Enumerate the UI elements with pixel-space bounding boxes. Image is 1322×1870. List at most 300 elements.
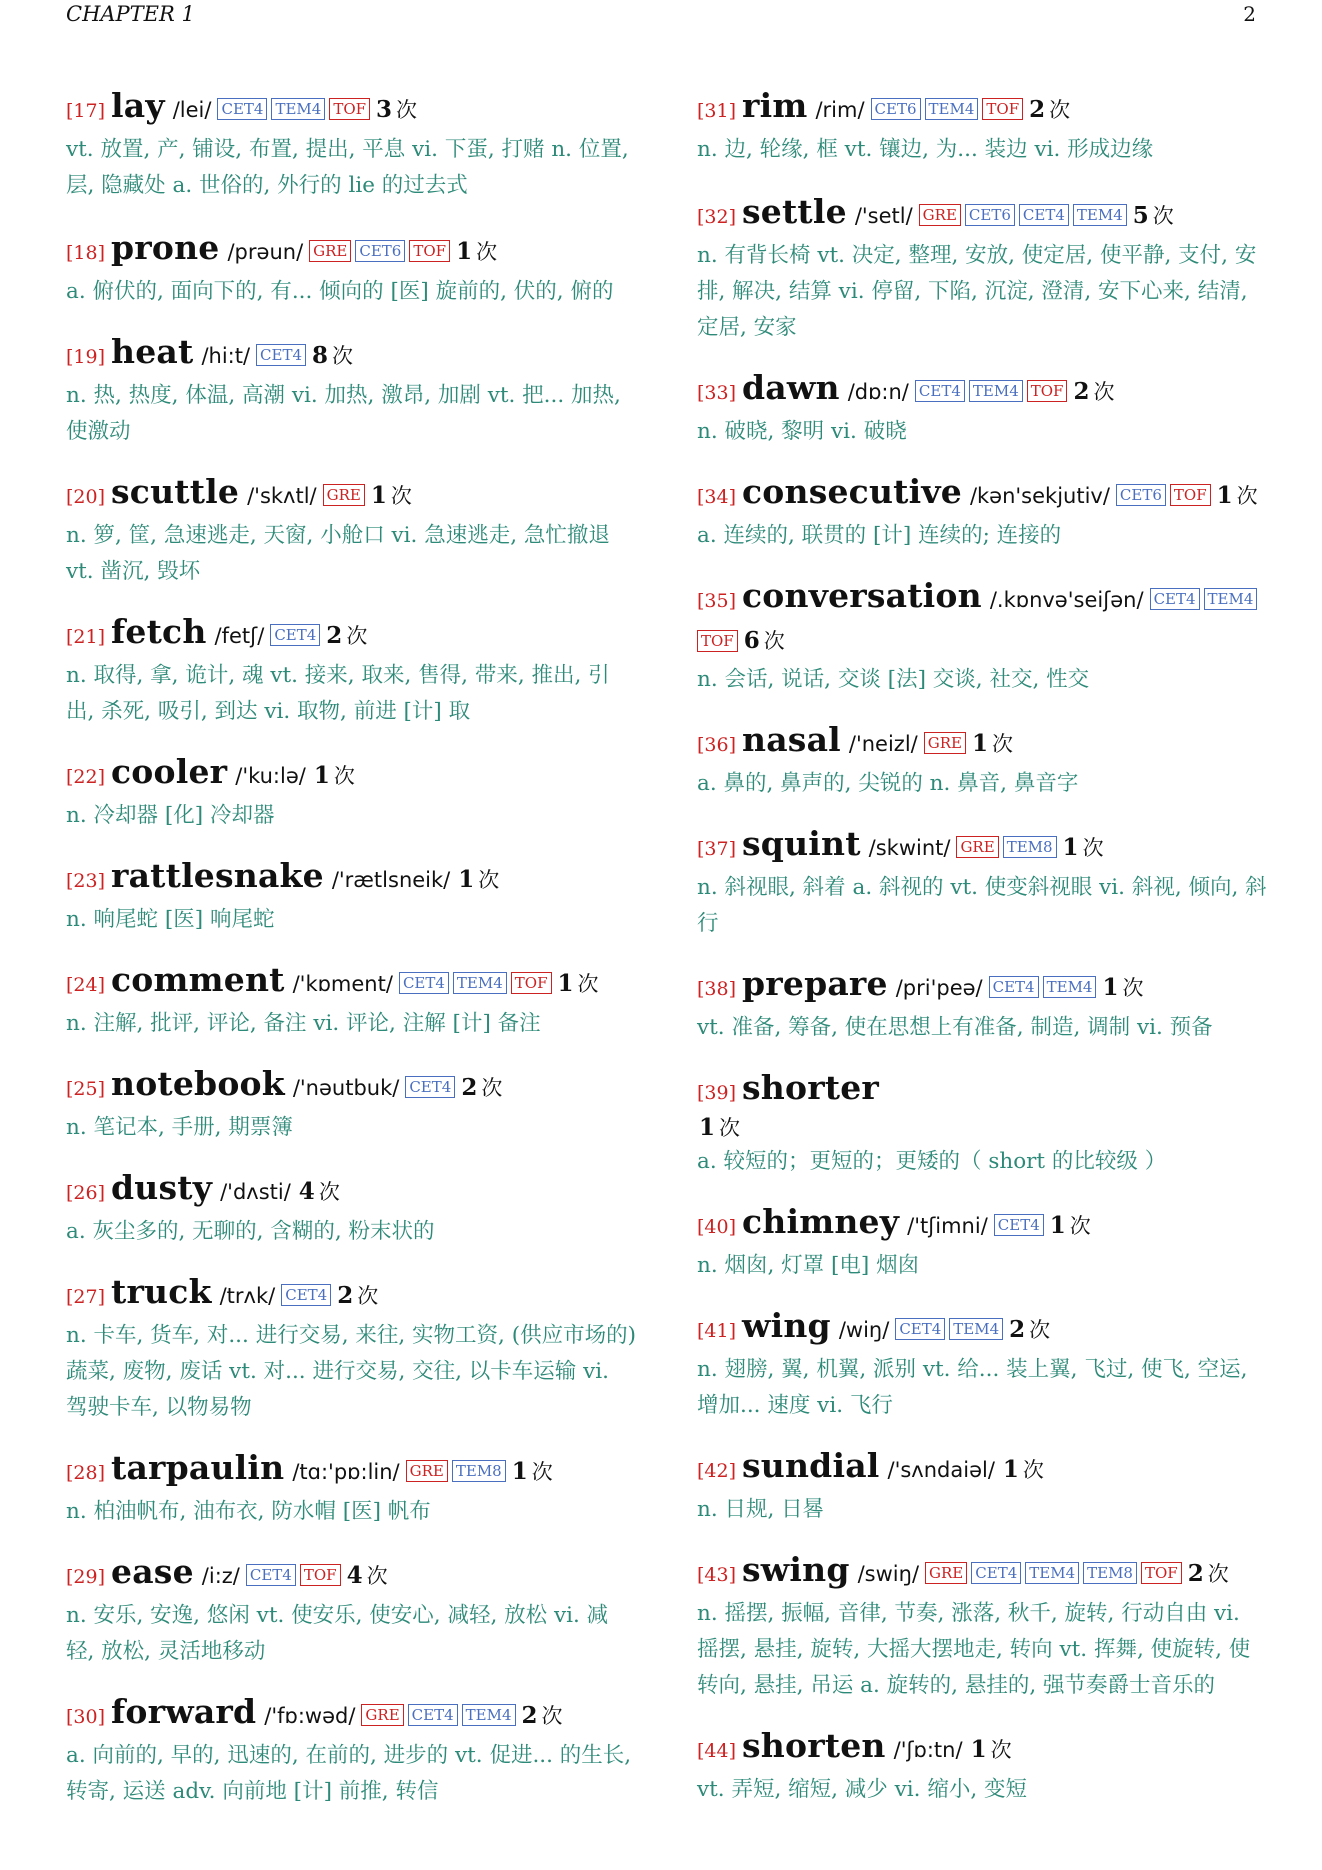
count-unit: 次 [476, 240, 498, 264]
headword: squint [742, 824, 861, 863]
entry-number: [25] [66, 1078, 106, 1100]
count-value: 2 [337, 1282, 354, 1309]
count-unit: 次 [318, 1180, 340, 1204]
entry-truck [66, 1272, 636, 1426]
entry-headline [66, 86, 636, 131]
frequency-count [299, 1172, 340, 1212]
phonetic: /'setl/ [854, 204, 913, 228]
entry-headline [697, 1550, 1267, 1595]
exam-tag: CET4 [989, 976, 1039, 998]
count-unit: 次 [763, 629, 785, 653]
entry-number: [40] [697, 1216, 737, 1238]
definition: n. 安乐, 安逸, 悠闲 vt. 使安乐, 使安心, 减轻, 放松 vi. 减轻, 放松, 灵活地移动 [66, 1603, 609, 1664]
headword: scuttle [111, 472, 240, 511]
entry-shorten [697, 1726, 1267, 1808]
headword: dawn [742, 368, 840, 407]
exam-tag: GRE [956, 836, 998, 858]
count-line [697, 1113, 1267, 1143]
frequency-count [456, 232, 497, 272]
exam-tag: CET4 [895, 1318, 945, 1340]
frequency-count [458, 860, 499, 900]
chapter-title: CHAPTER 1 [66, 2, 195, 26]
definition: n. 响尾蛇 [医] 响尾蛇 [66, 907, 275, 932]
exam-tag: TOF [1170, 484, 1211, 506]
phonetic: /'rætlsneik/ [331, 868, 451, 892]
count-value: 8 [312, 342, 329, 369]
entry-headline [66, 1064, 636, 1109]
phonetic: /'ʃɒ:tn/ [893, 1738, 963, 1762]
entry-number: [42] [697, 1460, 737, 1482]
entry-headline [66, 228, 636, 273]
count-value: 1 [370, 482, 387, 509]
phonetic: /skwint/ [868, 836, 951, 860]
exam-tag: GRE [406, 1460, 448, 1482]
count-value: 1 [1002, 1456, 1019, 1483]
entry-number: [35] [697, 590, 737, 612]
headword: conversation [742, 576, 982, 615]
left-column [66, 64, 636, 1810]
phonetic: /trʌk/ [219, 1284, 276, 1308]
entry-shorter [697, 1068, 1267, 1180]
definition: n. 取得, 拿, 诡计, 魂 vt. 接来, 取来, 售得, 带来, 推出, 引出, 杀死, 吸引, 到达 vi. 取物, 前进 [计] 取 [66, 663, 610, 724]
entry-notebook [66, 1064, 636, 1146]
entry-number: [26] [66, 1182, 106, 1204]
entry-settle [697, 192, 1267, 346]
definition: n. 注解, 批评, 评论, 备注 vi. 评论, 注解 [计] 备注 [66, 1011, 541, 1036]
exam-tag: TOF [982, 98, 1023, 120]
exam-tag: TEM4 [462, 1704, 516, 1726]
definition: a. 连续的, 联贯的 [计] 连续的; 连接的 [697, 523, 1062, 548]
phonetic: /dɒ:n/ [847, 380, 909, 404]
phonetic: /'nəutbuk/ [292, 1076, 400, 1100]
count-value: 1 [313, 762, 330, 789]
frequency-count [337, 1276, 378, 1316]
exam-tag: CET6 [871, 98, 921, 120]
definition: vt. 放置, 产, 铺设, 布置, 提出, 平息 vi. 下蛋, 打赌 n. 位置, 层, 隐藏处 a. 世俗的, 外行的 lie 的过去式 [66, 137, 629, 198]
headword: dusty [111, 1168, 213, 1207]
entry-sundial [697, 1446, 1267, 1528]
frequency-count [1063, 828, 1104, 868]
exam-tag: CET4 [994, 1214, 1044, 1236]
entry-rim [697, 86, 1267, 168]
definition: n. 烟囱, 灯罩 [电] 烟囱 [697, 1253, 920, 1278]
count-unit: 次 [990, 1738, 1012, 1762]
count-unit: 次 [577, 972, 599, 996]
entry-number: [21] [66, 626, 106, 648]
entry-headline [66, 856, 636, 901]
phonetic: /'ku:lə/ [235, 764, 306, 788]
entry-number: [28] [66, 1462, 106, 1484]
entry-headline [697, 964, 1267, 1009]
entry-number: [20] [66, 486, 106, 508]
definition: n. 有背长椅 vt. 决定, 整理, 安放, 使定居, 使平静, 支付, 安排, 解决, 结算 vi. 停留, 下陷, 沉淀, 澄清, 安下心来, 结清, 定居, 安家 [697, 243, 1257, 340]
frequency-count [314, 756, 355, 796]
definition: n. 摇摆, 振幅, 音律, 节奏, 涨落, 秋千, 旋转, 行动自由 vi. 摇摆, 悬挂, 旋转, 大摇大摆地走, 转向 vt. 挥舞, 使旋转, 使转向, 悬挂, 吊运 a. 旋转的, 悬挂的, 强节奏爵士音乐的 [697, 1601, 1251, 1698]
headword: rattlesnake [111, 856, 324, 895]
headword: sundial [742, 1446, 880, 1485]
count-value: 1 [1216, 482, 1233, 509]
headword: settle [742, 192, 847, 231]
definition: n. 卡车, 货车, 对... 进行交易, 来往, 实物工资, (供应市场的) 蔬菜, 废物, 废话 vt. 对... 进行交易, 交往, 以卡车运输 vi. 驾驶卡车, 以物易物 [66, 1323, 636, 1420]
definition: n. 箩, 筐, 急速逃走, 天窗, 小舱口 vi. 急速逃走, 急忙撤退 vt. 凿沉, 毁坏 [66, 523, 610, 584]
entry-headline [66, 1272, 636, 1317]
headword: chimney [742, 1202, 900, 1241]
exam-tag: CET4 [915, 380, 965, 402]
frequency-count [326, 616, 367, 656]
phonetic: /'kɒment/ [292, 972, 393, 996]
headword: truck [111, 1272, 212, 1311]
exam-tag: CET4 [270, 624, 320, 646]
entry-headline [66, 332, 636, 377]
frequency-count [461, 1068, 502, 1108]
page-header [66, 0, 1256, 28]
entry-forward [66, 1692, 636, 1810]
frequency-count [1073, 372, 1114, 412]
exam-tag: CET4 [281, 1284, 331, 1306]
exam-tag: TEM4 [271, 98, 325, 120]
entry-comment [66, 960, 636, 1042]
headword: swing [742, 1550, 850, 1589]
count-value: 2 [521, 1702, 538, 1729]
count-unit: 次 [396, 98, 418, 122]
exam-tag: TEM8 [452, 1460, 506, 1482]
entry-ease [66, 1552, 636, 1670]
entry-number: [19] [66, 346, 106, 368]
frequency-count [971, 1730, 1012, 1770]
count-unit: 次 [992, 732, 1013, 756]
entry-number: [36] [697, 734, 737, 756]
exam-tag: CET4 [971, 1562, 1021, 1584]
phonetic: /'dʌsti/ [220, 1180, 291, 1204]
count-value: 1 [970, 1736, 987, 1763]
frequency-count [1050, 1206, 1091, 1246]
headword: prone [111, 228, 220, 267]
entry-headline [66, 1168, 636, 1213]
count-value: 1 [971, 730, 988, 757]
count-unit: 次 [1022, 1458, 1044, 1482]
count-unit: 次 [1049, 98, 1071, 122]
entry-consecutive [697, 472, 1267, 554]
page-number: 2 [1243, 2, 1256, 26]
frequency-count [347, 1556, 388, 1596]
entry-number: [32] [697, 206, 737, 228]
headword: shorter [742, 1068, 880, 1107]
entry-number: [23] [66, 870, 106, 892]
entry-headline [66, 1448, 636, 1493]
count-value: 1 [557, 970, 574, 997]
entry-headline [697, 824, 1267, 869]
definition: a. 向前的, 早的, 迅速的, 在前的, 进步的 vt. 促进... 的生长, 转寄, 运送 adv. 向前地 [计] 前推, 转信 [66, 1743, 632, 1804]
exam-tag: GRE [323, 484, 365, 506]
phonetic: /kən'sekjutiv/ [969, 484, 1110, 508]
entry-number: [41] [697, 1320, 737, 1342]
exam-tag: TOF [511, 972, 552, 994]
headword: wing [742, 1306, 831, 1345]
frequency-count [312, 336, 353, 376]
entry-cooler [66, 752, 636, 834]
frequency-count [1009, 1310, 1050, 1350]
entry-wing [697, 1306, 1267, 1424]
exam-tag: GRE [361, 1704, 403, 1726]
count-unit: 次 [346, 624, 368, 648]
count-value: 2 [1073, 378, 1090, 405]
exam-tag: GRE [925, 1562, 967, 1584]
frequency-count [1133, 196, 1174, 236]
entry-number: [43] [697, 1564, 737, 1586]
count-unit: 次 [390, 484, 412, 508]
count-unit: 次 [719, 1116, 741, 1140]
entry-number: [37] [697, 838, 737, 860]
count-value: 1 [456, 238, 473, 265]
count-unit: 次 [481, 1076, 503, 1100]
exam-tag: TOF [300, 1564, 341, 1586]
headword: comment [111, 960, 285, 999]
exam-tag: GRE [919, 204, 961, 226]
headword: tarpaulin [111, 1448, 285, 1487]
entry-tarpaulin [66, 1448, 636, 1530]
entry-headline [697, 720, 1267, 765]
entry-chimney [697, 1202, 1267, 1284]
exam-tag: TEM8 [1083, 1562, 1137, 1584]
entry-number: [31] [697, 100, 737, 122]
frequency-count [512, 1452, 553, 1492]
entry-headline [66, 752, 636, 797]
definition: n. 边, 轮缘, 框 vt. 镶边, 为... 装边 vi. 形成边缘 [697, 137, 1154, 162]
count-unit: 次 [1069, 1214, 1091, 1238]
frequency-count [1102, 968, 1143, 1008]
phonetic: /lei/ [172, 98, 212, 122]
exam-tag: TOF [329, 98, 370, 120]
entry-headline [66, 472, 636, 517]
count-value: 1 [1102, 974, 1119, 1001]
entry-headline [697, 192, 1267, 237]
entry-fetch [66, 612, 636, 730]
entry-headline [66, 612, 636, 657]
entry-dusty [66, 1168, 636, 1250]
count-value: 3 [376, 96, 393, 123]
count-unit: 次 [1029, 1318, 1051, 1342]
definition: vt. 准备, 筹备, 使在思想上有准备, 制造, 调制 vi. 预备 [697, 1015, 1213, 1040]
count-value: 2 [1029, 96, 1046, 123]
count-value: 1 [1049, 1212, 1066, 1239]
definition: n. 斜视眼, 斜着 a. 斜视的 vt. 使变斜视眼 vi. 斜视, 倾向, 斜行 [697, 875, 1267, 936]
definition: n. 日规, 日晷 [697, 1497, 825, 1522]
exam-tag: CET6 [355, 240, 405, 262]
phonetic: /'sʌndaiəl/ [887, 1458, 995, 1482]
entry-headline [697, 576, 1267, 661]
phonetic: /wiŋ/ [838, 1318, 890, 1342]
exam-tag: TOF [1027, 380, 1068, 402]
count-value: 2 [326, 622, 343, 649]
exam-tag: TEM4 [969, 380, 1023, 402]
exam-tag: TOF [697, 630, 738, 652]
count-unit: 次 [1093, 380, 1115, 404]
entry-squint [697, 824, 1267, 942]
count-unit: 次 [1122, 976, 1144, 1000]
entry-prepare [697, 964, 1267, 1046]
phonetic: /rim/ [815, 98, 865, 122]
count-value: 4 [298, 1178, 315, 1205]
frequency-count [1003, 1450, 1044, 1490]
entry-number: [18] [66, 242, 106, 264]
headword: cooler [111, 752, 228, 791]
frequency-count [1029, 90, 1070, 130]
entry-headline [697, 86, 1267, 131]
phonetic: /pri'peə/ [895, 976, 983, 1000]
phonetic: /hi:t/ [201, 344, 251, 368]
frequency-count [371, 476, 412, 516]
headword: consecutive [742, 472, 962, 511]
exam-tag: TEM4 [453, 972, 507, 994]
exam-tag: CET4 [1019, 204, 1069, 226]
entry-headline [66, 960, 636, 1005]
entry-dawn [697, 368, 1267, 450]
frequency-count [1217, 476, 1258, 516]
exam-tag: TEM4 [1025, 1562, 1079, 1584]
entry-headline [66, 1552, 636, 1597]
headword: nasal [742, 720, 841, 759]
definition: n. 笔记本, 手册, 期票簿 [66, 1115, 293, 1140]
phonetic: /swiŋ/ [857, 1562, 920, 1586]
phonetic: /prəun/ [227, 240, 304, 264]
exam-tag: CET4 [217, 98, 267, 120]
definition: a. 灰尘多的, 无聊的, 含糊的, 粉末状的 [66, 1219, 435, 1244]
headword: fetch [111, 612, 207, 651]
entry-number: [44] [697, 1740, 737, 1762]
exam-tag: TEM4 [1043, 976, 1097, 998]
definition: n. 破晓, 黎明 vi. 破晓 [697, 419, 907, 444]
count-unit: 次 [1207, 1562, 1229, 1586]
exam-tag: TOF [409, 240, 450, 262]
entry-number: [33] [697, 382, 737, 404]
definition: n. 冷却器 [化] 冷却器 [66, 803, 275, 828]
phonetic: /'neizl/ [848, 732, 918, 756]
count-unit: 次 [478, 868, 500, 892]
entry-headline [697, 1202, 1267, 1247]
headword: notebook [111, 1064, 285, 1103]
definition: n. 会话, 说话, 交谈 [法] 交谈, 社交, 性交 [697, 667, 1090, 692]
definition: a. 较短的；更短的；更矮的（ short 的比较级 ） [697, 1149, 1167, 1174]
frequency-count [699, 1113, 740, 1143]
count-unit: 次 [1236, 484, 1258, 508]
entry-swing [697, 1550, 1267, 1704]
exam-tag: TEM4 [949, 1318, 1003, 1340]
exam-tag: CET4 [246, 1564, 296, 1586]
count-unit: 次 [541, 1704, 563, 1728]
count-value: 2 [461, 1074, 478, 1101]
count-value: 4 [346, 1562, 363, 1589]
headword: heat [111, 332, 194, 371]
count-unit: 次 [333, 764, 355, 788]
frequency-count [376, 90, 417, 130]
count-value: 1 [699, 1114, 716, 1141]
entry-lay [66, 86, 636, 204]
entry-scuttle [66, 472, 636, 590]
entry-number: [38] [697, 978, 737, 1000]
phonetic: /tɑ:'pɒ:lin/ [292, 1460, 400, 1484]
count-value: 6 [743, 627, 760, 654]
definition: n. 热, 热度, 体温, 高潮 vi. 加热, 激昂, 加剧 vt. 把... 加热, 使激动 [66, 383, 621, 444]
phonetic: /fetʃ/ [214, 624, 265, 648]
frequency-count [744, 621, 785, 661]
entry-number: [30] [66, 1706, 106, 1728]
exam-tag: CET4 [405, 1076, 455, 1098]
count-unit: 次 [332, 344, 354, 368]
right-column [697, 64, 1267, 1808]
count-unit: 次 [357, 1284, 379, 1308]
headword: prepare [742, 964, 888, 1003]
entry-heat [66, 332, 636, 450]
count-value: 1 [458, 866, 475, 893]
count-value: 1 [1062, 834, 1079, 861]
definition: a. 俯伏的, 面向下的, 有... 倾向的 [医] 旋前的, 伏的, 俯的 [66, 279, 614, 304]
entry-number: [27] [66, 1286, 106, 1308]
phonetic: /'tʃimni/ [907, 1214, 988, 1238]
entry-headline [66, 1692, 636, 1737]
entry-prone [66, 228, 636, 310]
count-value: 1 [511, 1458, 528, 1485]
frequency-count [558, 964, 599, 1004]
definition: vt. 弄短, 缩短, 减少 vi. 缩小, 变短 [697, 1777, 1027, 1802]
entry-headline [697, 1068, 1267, 1113]
headword: ease [111, 1552, 194, 1591]
entry-number: [29] [66, 1566, 106, 1588]
definition: n. 柏油帆布, 油布衣, 防水帽 [医] 帆布 [66, 1499, 431, 1524]
count-unit: 次 [531, 1460, 553, 1484]
headword: forward [111, 1692, 257, 1731]
entry-number: [22] [66, 766, 106, 788]
headword: shorten [742, 1726, 886, 1765]
entry-nasal [697, 720, 1267, 802]
exam-tag: TEM4 [925, 98, 979, 120]
entry-headline [697, 1306, 1267, 1351]
definition: a. 鼻的, 鼻声的, 尖锐的 n. 鼻音, 鼻音字 [697, 771, 1079, 796]
frequency-count [972, 724, 1013, 764]
entry-rattlesnake [66, 856, 636, 938]
exam-tag: CET4 [408, 1704, 458, 1726]
exam-tag: CET6 [1116, 484, 1166, 506]
exam-tag: GRE [309, 240, 351, 262]
phonetic: /'fɒ:wəd/ [264, 1704, 356, 1728]
entry-headline [697, 472, 1267, 517]
definition: n. 翅膀, 翼, 机翼, 派别 vt. 给... 装上翼, 飞过, 使飞, 空运, 增加... 速度 vi. 飞行 [697, 1357, 1248, 1418]
headword: lay [111, 86, 165, 125]
entry-conversation [697, 576, 1267, 698]
count-value: 2 [1187, 1560, 1204, 1587]
frequency-count [522, 1696, 563, 1736]
exam-tag: CET4 [1150, 588, 1200, 610]
count-value: 5 [1132, 202, 1149, 229]
exam-tag: TEM4 [1073, 204, 1127, 226]
exam-tag: TOF [1141, 1562, 1182, 1584]
exam-tag: TEM4 [1204, 588, 1258, 610]
entry-number: [24] [66, 974, 106, 996]
frequency-count [1188, 1554, 1229, 1594]
phonetic: /i:z/ [201, 1564, 240, 1588]
entry-headline [697, 1446, 1267, 1491]
phonetic: /'skʌtl/ [247, 484, 317, 508]
count-unit: 次 [1082, 836, 1104, 860]
entry-number: [17] [66, 100, 106, 122]
exam-tag: CET4 [399, 972, 449, 994]
exam-tag: CET4 [256, 344, 306, 366]
count-unit: 次 [366, 1564, 388, 1588]
entry-number: [34] [697, 486, 737, 508]
exam-tag: CET6 [965, 204, 1015, 226]
exam-tag: GRE [924, 732, 966, 754]
entry-headline [697, 1726, 1267, 1771]
entry-number: [39] [697, 1082, 737, 1104]
